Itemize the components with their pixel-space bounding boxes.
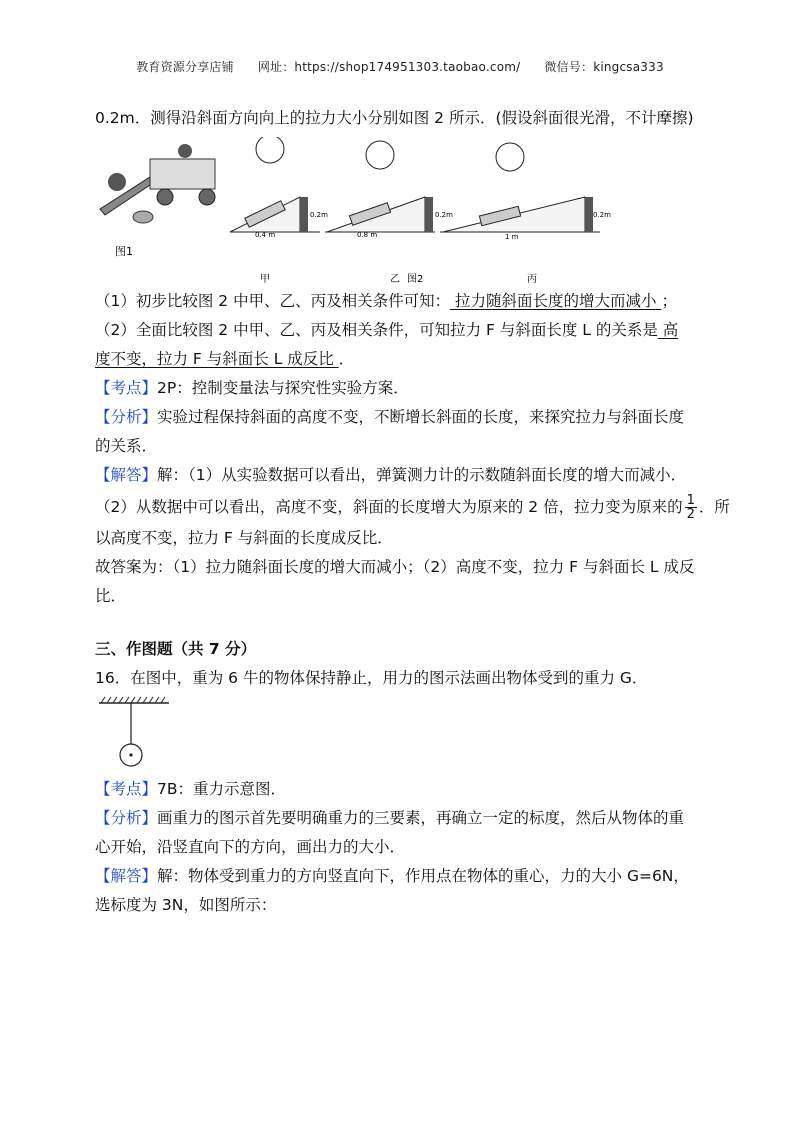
kaodian-tag-2: 【考点】 <box>95 780 158 798</box>
q16-stem: 16．在图中，重为 6 牛的物体保持静止，用力的图示法画出物体受到的重力 G． <box>95 669 648 687</box>
height-label-bing: 0.2m <box>593 211 611 219</box>
fig1-caption: 图1 <box>115 245 133 258</box>
jieda-tag: 【解答】 <box>95 466 158 484</box>
length-label-bing: 1 m <box>505 233 519 241</box>
q15-answer-cont: 比． <box>95 587 127 605</box>
incline-bing <box>440 143 611 241</box>
document-body <box>95 104 730 920</box>
q16-fenxi: 【分析】画重力的图示首先要明确重力的三要素，再确立一定的标度，然后从物体的重 <box>95 809 685 827</box>
incline-jia <box>230 137 328 239</box>
shop-name: 教育资源分享店铺 <box>136 60 234 74</box>
q15-jieda-3: 以高度不变，拉力 F 与斜面的长度成反比． <box>95 529 393 547</box>
hanging-ball-diagram <box>95 693 175 775</box>
wechat-id: 微信号：kingcsa333 <box>544 60 664 74</box>
q15-part2-cont: 度不变，拉力 F 与斜面长 L 成反比 ． <box>95 350 355 368</box>
sub-label-jia: 甲 <box>260 274 270 285</box>
q15-part2: （2）全面比较图 2 中甲、乙、丙及相关条件，可知拉力 F 与斜面长度 L 的关系是 高 <box>95 321 679 339</box>
q16-jieda: 【解答】解：物体受到重力的方向竖直向下，作用点在物体的重心，力的大小 G=6N， <box>95 867 689 885</box>
q15-jieda: 【解答】解：（1）从实验数据可以看出，弹簧测力计的示数随斜面长度的增大而减小． <box>95 466 687 484</box>
sub-label-bing: 丙 <box>527 274 537 285</box>
q15-part1: （1）初步比较图 2 中甲、乙、丙及相关条件可知： 拉力随斜面长度的增大而减小 ； <box>95 292 677 310</box>
intro-text: 0.2m．测得沿斜面方向向上的拉力大小分别如图 2 所示．(假设斜面很光滑，不计摩擦) <box>95 109 694 127</box>
sub-label-yi: 乙 <box>390 274 400 285</box>
q15-answer: 故答案为：（1）拉力随斜面长度的增大而减小；（2）高度不变，拉力 F 与斜面长 L 成反 <box>95 558 695 576</box>
incline-yi <box>325 141 453 239</box>
figure-row <box>95 137 715 287</box>
q16-jieda-cont: 选标度为 3N，如图所示： <box>95 896 277 914</box>
height-label-yi: 0.2m <box>435 211 453 219</box>
fenxi-tag: 【分析】 <box>95 408 158 426</box>
fraction-one-half: $\frac{1}{2}$ <box>686 493 695 522</box>
length-label-jia: 0.4 m <box>255 231 276 239</box>
pendulum-figure <box>95 693 715 775</box>
q15-part2-answer-a: 高 <box>657 321 679 339</box>
q16-fenxi-cont: 心开始，沿竖直向下的方向，画出力的大小． <box>95 838 406 856</box>
incline-experiment-figure <box>95 137 615 287</box>
jieda-tag-2: 【解答】 <box>95 867 158 885</box>
q15-part1-answer: 拉力随斜面长度的增大而减小 <box>450 292 662 310</box>
q15-jieda-2: （2）从数据中可以看出，高度不变，斜面的长度增大为原来的 2 倍，拉力变为原来的 $\frac{1}{2}$ ．所 <box>95 493 730 522</box>
shop-url[interactable]: 网址：https://shop174951303.taobao.com/ <box>257 60 521 74</box>
q15-fenxi-cont: 的关系． <box>95 437 158 455</box>
q15-kaodian: 【考点】2P：控制变量法与探究性实验方案． <box>95 379 409 397</box>
q15-part2-answer-b: 度不变，拉力 F 与斜面长 L 成反比 <box>95 350 339 368</box>
height-label-jia: 0.2m <box>310 211 328 219</box>
fenxi-tag-2: 【分析】 <box>95 809 158 827</box>
q15-fenxi: 【分析】实验过程保持斜面的高度不变，不断增长斜面的长度，来探究拉力与斜面长度 <box>95 408 685 426</box>
length-label-yi: 0.8 m <box>357 231 378 239</box>
figure-1-truck-illustration <box>100 144 215 223</box>
kaodian-tag: 【考点】 <box>95 379 158 397</box>
fig2-caption: 图2 <box>407 274 424 285</box>
page-header <box>0 58 800 75</box>
section-heading: 三、作图题（共 7 分） <box>95 640 257 658</box>
q16-kaodian: 【考点】7B：重力示意图． <box>95 780 287 798</box>
